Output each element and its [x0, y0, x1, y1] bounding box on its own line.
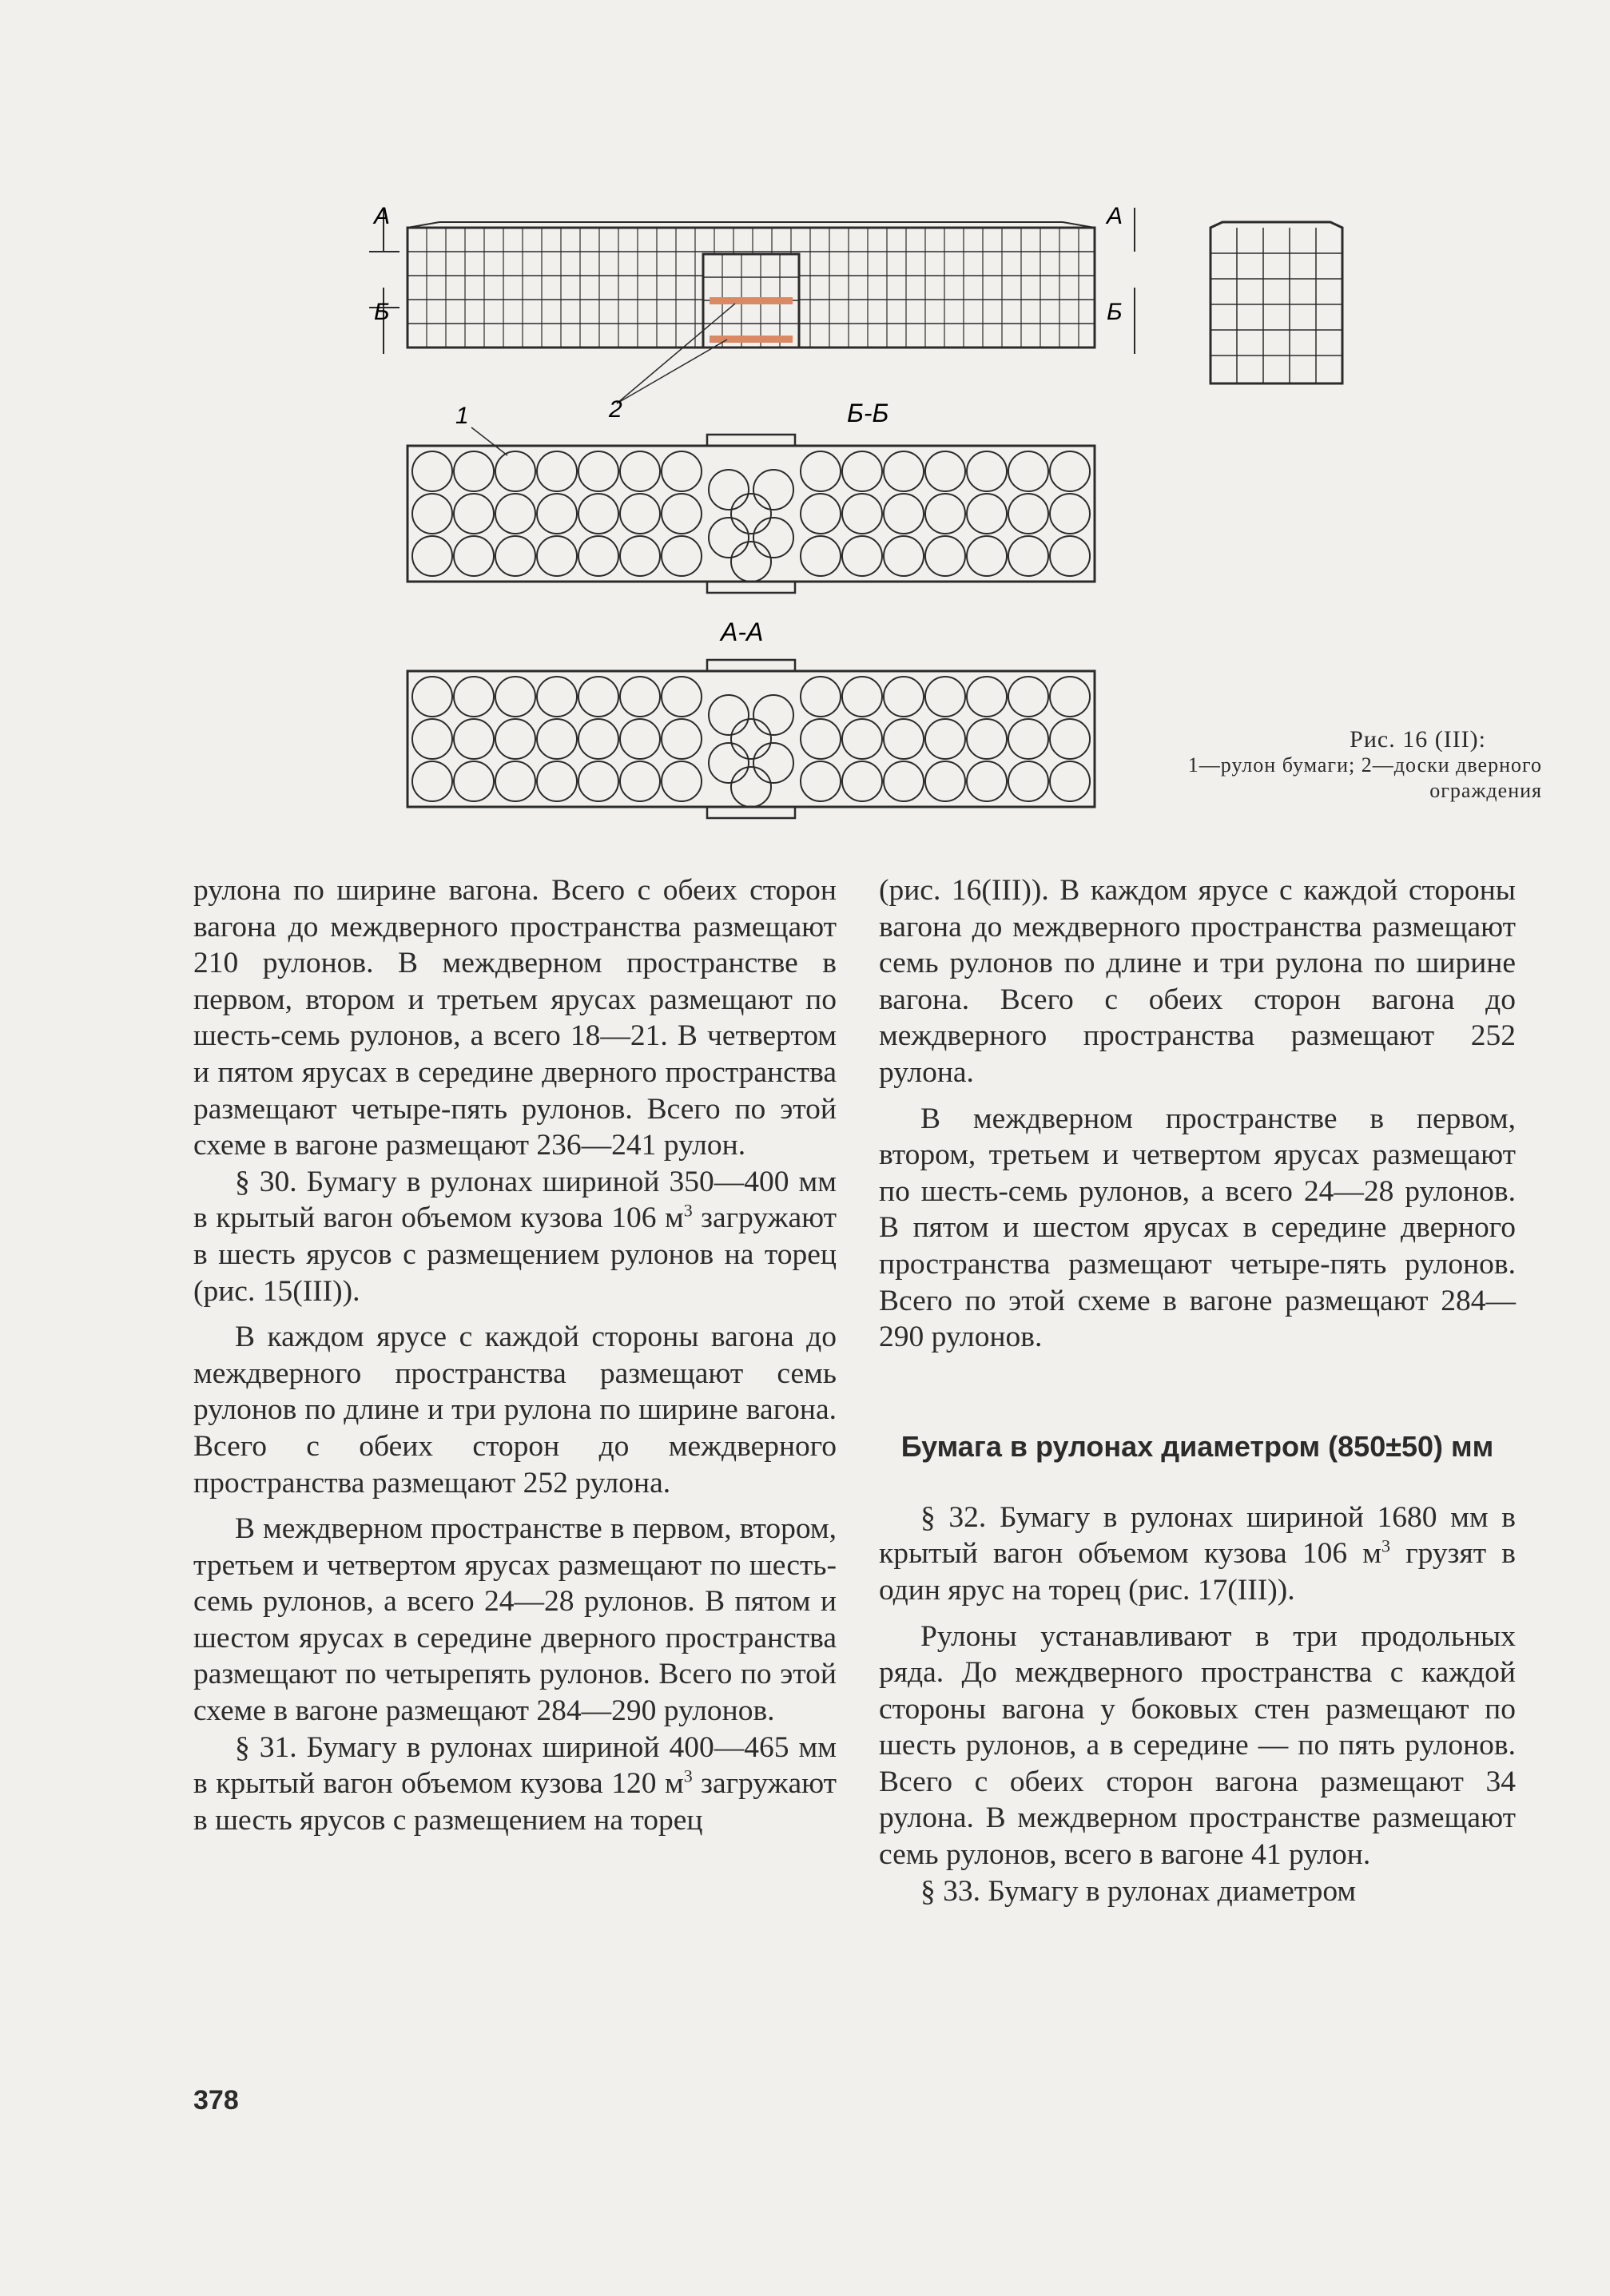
paper-roll: [495, 719, 535, 759]
paragraph-section-32: [879, 1500, 1516, 1609]
paper-roll: [454, 536, 494, 576]
section-marker-a-right: А: [1107, 203, 1123, 229]
paper-roll: [495, 451, 535, 491]
figure-caption: [1183, 727, 1542, 804]
paper-roll: [578, 677, 618, 717]
paper-roll: [662, 536, 702, 576]
paragraph: рулона по ширине вагона. Всего с обеих сторон вагона до междверного пространства размещают 210 рулонов. В междверном пространстве в первом, втором и третьем ярусах размещают по шесть-семь рулонов, а всего 18—21. В четвертом и пятом ярусах в середине дверного пространства размещают четыре-пять рулонов. Всего по этой схеме в вагоне размещают 236—241 рулон.: [193, 874, 837, 1162]
door-zone-roll: [753, 695, 793, 735]
section-marker-a-left: А: [374, 203, 391, 229]
paper-roll: [620, 451, 660, 491]
door-frame: [707, 435, 795, 446]
paper-roll: [662, 677, 702, 717]
door-zone-roll: [753, 743, 793, 783]
paper-roll: [412, 536, 452, 576]
door-zone-roll: [731, 494, 771, 534]
door-zone-roll: [731, 719, 771, 759]
text-run: § 31. Бумагу в рулонах шириной 400—465 мм в крытый вагон объемом кузова 120 м: [193, 1730, 837, 1801]
text-run: загружают в шесть ярусов с размещением рулонов на торец (рис. 15(III)).: [193, 1202, 837, 1308]
text-run: § 30. Бумагу в рулонах шириной 350—400 мм в крытый вагон объемом кузова 106 м: [193, 1165, 837, 1235]
door-zone-roll: [709, 695, 749, 735]
paper-roll: [842, 536, 882, 576]
section-bb-label: Б-Б: [847, 399, 889, 427]
door-zone-roll: [709, 518, 749, 558]
paper-roll: [412, 677, 452, 717]
paper-roll: [967, 536, 1007, 576]
paper-roll: [801, 451, 841, 491]
paper-roll: [967, 451, 1007, 491]
section-heading: Бумага в рулонах диаметром (850±50) мм: [900, 1429, 1494, 1463]
paper-roll: [620, 761, 660, 801]
paper-roll: [801, 677, 841, 717]
door-zone-roll: [731, 767, 771, 807]
paper-roll: [967, 719, 1007, 759]
paper-roll: [967, 761, 1007, 801]
text-run: грузят в один ярус на торец (рис. 17(III)).: [879, 1537, 1517, 1607]
paper-roll: [620, 494, 660, 534]
paper-roll: [1008, 536, 1048, 576]
paper-roll: [884, 719, 924, 759]
paper-roll: [1050, 677, 1090, 717]
section-marker-b-right: Б: [1107, 299, 1123, 325]
section-aa-view: [407, 660, 1095, 818]
paper-roll: [662, 451, 702, 491]
paper-roll: [842, 677, 882, 717]
paper-roll: [620, 536, 660, 576]
paper-roll: [454, 719, 494, 759]
paper-roll: [842, 494, 882, 534]
right-text-column: [879, 872, 1516, 1909]
paragraph-section-30: [193, 1164, 837, 1309]
paper-roll: [537, 677, 577, 717]
paper-roll: [801, 536, 841, 576]
paper-roll: [925, 677, 965, 717]
paper-roll: [884, 494, 924, 534]
wagon-end-view: [1210, 222, 1342, 383]
paper-roll: [495, 761, 535, 801]
paper-roll: [1050, 761, 1090, 801]
paper-roll: [412, 451, 452, 491]
paper-roll: [1050, 536, 1090, 576]
text-run: § 32. Бумагу в рулонах шириной 1680 мм в крытый вагон объемом кузова 106 м: [879, 1500, 1516, 1571]
paper-roll: [537, 494, 577, 534]
paper-roll: [578, 494, 618, 534]
paper-roll: [842, 719, 882, 759]
paragraph-section-31: [193, 1730, 837, 1839]
superscript: 3: [683, 1766, 693, 1786]
paper-roll: [454, 451, 494, 491]
paper-roll: [1008, 494, 1048, 534]
door-frame: [707, 582, 795, 593]
paper-roll: [801, 719, 841, 759]
paper-roll: [801, 761, 841, 801]
paper-roll: [1008, 761, 1048, 801]
paper-roll: [884, 451, 924, 491]
door-zone-roll: [753, 518, 793, 558]
paragraph: В междверном пространстве в первом, втором, третьем и четвертом ярусах размещают по шесть-семь рулонов, а всего 24—28 рулонов. В пятом и шестом ярусах в середине дверного пространства размещают четыре-пять рулонов. Всего по этой схеме в вагоне размещают 284—290 рулонов.: [879, 1102, 1516, 1354]
paper-roll: [537, 719, 577, 759]
paper-roll: [1008, 719, 1048, 759]
paper-roll: [925, 761, 965, 801]
paragraph: Рулоны устанавливают в три продольных ряда. До междверного пространства с каждой стороны вагона у боковых стен размещают по шесть рулонов, а в середине — по пять рулонов. Всего с обеих сторон вагона размещают 34 рулона. В междверном пространстве размещают семь рулонов, всего в вагоне 41 рулон.: [879, 1619, 1516, 1872]
paper-roll: [662, 761, 702, 801]
door-board: [710, 336, 793, 343]
section-marker-b-left: Б: [374, 299, 390, 325]
paper-roll: [884, 677, 924, 717]
paper-roll: [1008, 677, 1048, 717]
door-zone-roll: [709, 743, 749, 783]
wagon-side-elevation: [369, 208, 1135, 403]
wagon-end-outline: [1210, 222, 1342, 383]
paper-roll: [578, 719, 618, 759]
figure-caption-title: Рис. 16 (III):: [1350, 726, 1486, 753]
paper-roll: [1008, 451, 1048, 491]
callout-2-label: 2: [609, 396, 622, 423]
paper-roll: [412, 719, 452, 759]
paper-roll: [662, 494, 702, 534]
door-zone-roll: [731, 542, 771, 582]
paper-roll: [1050, 494, 1090, 534]
paper-roll: [801, 494, 841, 534]
figure-caption-text: 1—рулон бумаги; 2—доски дверного ограждения: [1187, 753, 1542, 802]
paragraph: В каждом ярусе с каждой стороны вагона до междверного пространства размещают семь рулонов по длине и три рулона по ширине вагона. Всего с обеих сторон до междверного пространства размещают 252 рулона.: [193, 1321, 837, 1500]
superscript: 3: [683, 1200, 693, 1221]
paper-roll: [884, 536, 924, 576]
paper-roll: [412, 761, 452, 801]
paper-roll: [537, 536, 577, 576]
wagon-floor-outline: [407, 446, 1095, 582]
paper-roll: [1050, 451, 1090, 491]
paper-roll: [1050, 719, 1090, 759]
superscript: 3: [1381, 1535, 1391, 1556]
callout-1-label: 1: [455, 403, 469, 429]
paper-roll: [925, 494, 965, 534]
paper-roll: [925, 451, 965, 491]
paragraph-section-33: § 33. Бумагу в рулонах диаметром: [920, 1874, 1357, 1908]
door-frame: [707, 660, 795, 671]
wagon-floor-outline: [407, 671, 1095, 807]
paper-roll: [967, 677, 1007, 717]
paper-roll: [495, 677, 535, 717]
paper-roll: [884, 761, 924, 801]
paper-roll: [578, 536, 618, 576]
callout-2-leader: [617, 340, 727, 403]
paper-roll: [925, 719, 965, 759]
paper-roll: [412, 494, 452, 534]
paper-roll: [925, 536, 965, 576]
door-frame: [707, 807, 795, 818]
paper-roll: [842, 451, 882, 491]
door-zone-roll: [753, 470, 793, 510]
left-text-column: [193, 872, 837, 1838]
text-run: загружают в шесть ярусов с размещением на торец: [193, 1767, 837, 1837]
paper-roll: [537, 761, 577, 801]
paragraph: В междверном пространстве в первом, втором, третьем и четвертом ярусах размещают по шесть-семь рулонов, а всего 24—28 рулонов. В пятом и шестом ярусах в середине дверного пространства размещают по четырепять рулонов. Всего по этой схеме в вагоне размещают 284—290 рулонов.: [193, 1512, 837, 1728]
paper-roll: [537, 451, 577, 491]
paper-roll: [495, 494, 535, 534]
paper-roll: [842, 761, 882, 801]
paper-roll: [578, 761, 618, 801]
paper-roll: [454, 761, 494, 801]
door-zone-roll: [709, 470, 749, 510]
paper-roll: [662, 719, 702, 759]
section-bb-view: [407, 427, 1095, 593]
paragraph: (рис. 16(III)). В каждом ярусе с каждой стороны вагона до междверного пространства размещают семь рулонов по длине и три рулона по ширине вагона. Всего с обеих сторон вагона до междверного пространства размещают 252 рулона.: [879, 874, 1516, 1089]
paper-roll: [620, 719, 660, 759]
paper-roll: [578, 451, 618, 491]
paper-roll: [620, 677, 660, 717]
door-board: [710, 297, 793, 304]
page-number: 378: [193, 2085, 239, 2115]
paper-roll: [454, 677, 494, 717]
paper-roll: [495, 536, 535, 576]
paper-roll: [454, 494, 494, 534]
paper-roll: [967, 494, 1007, 534]
section-aa-label: А-А: [721, 618, 764, 646]
